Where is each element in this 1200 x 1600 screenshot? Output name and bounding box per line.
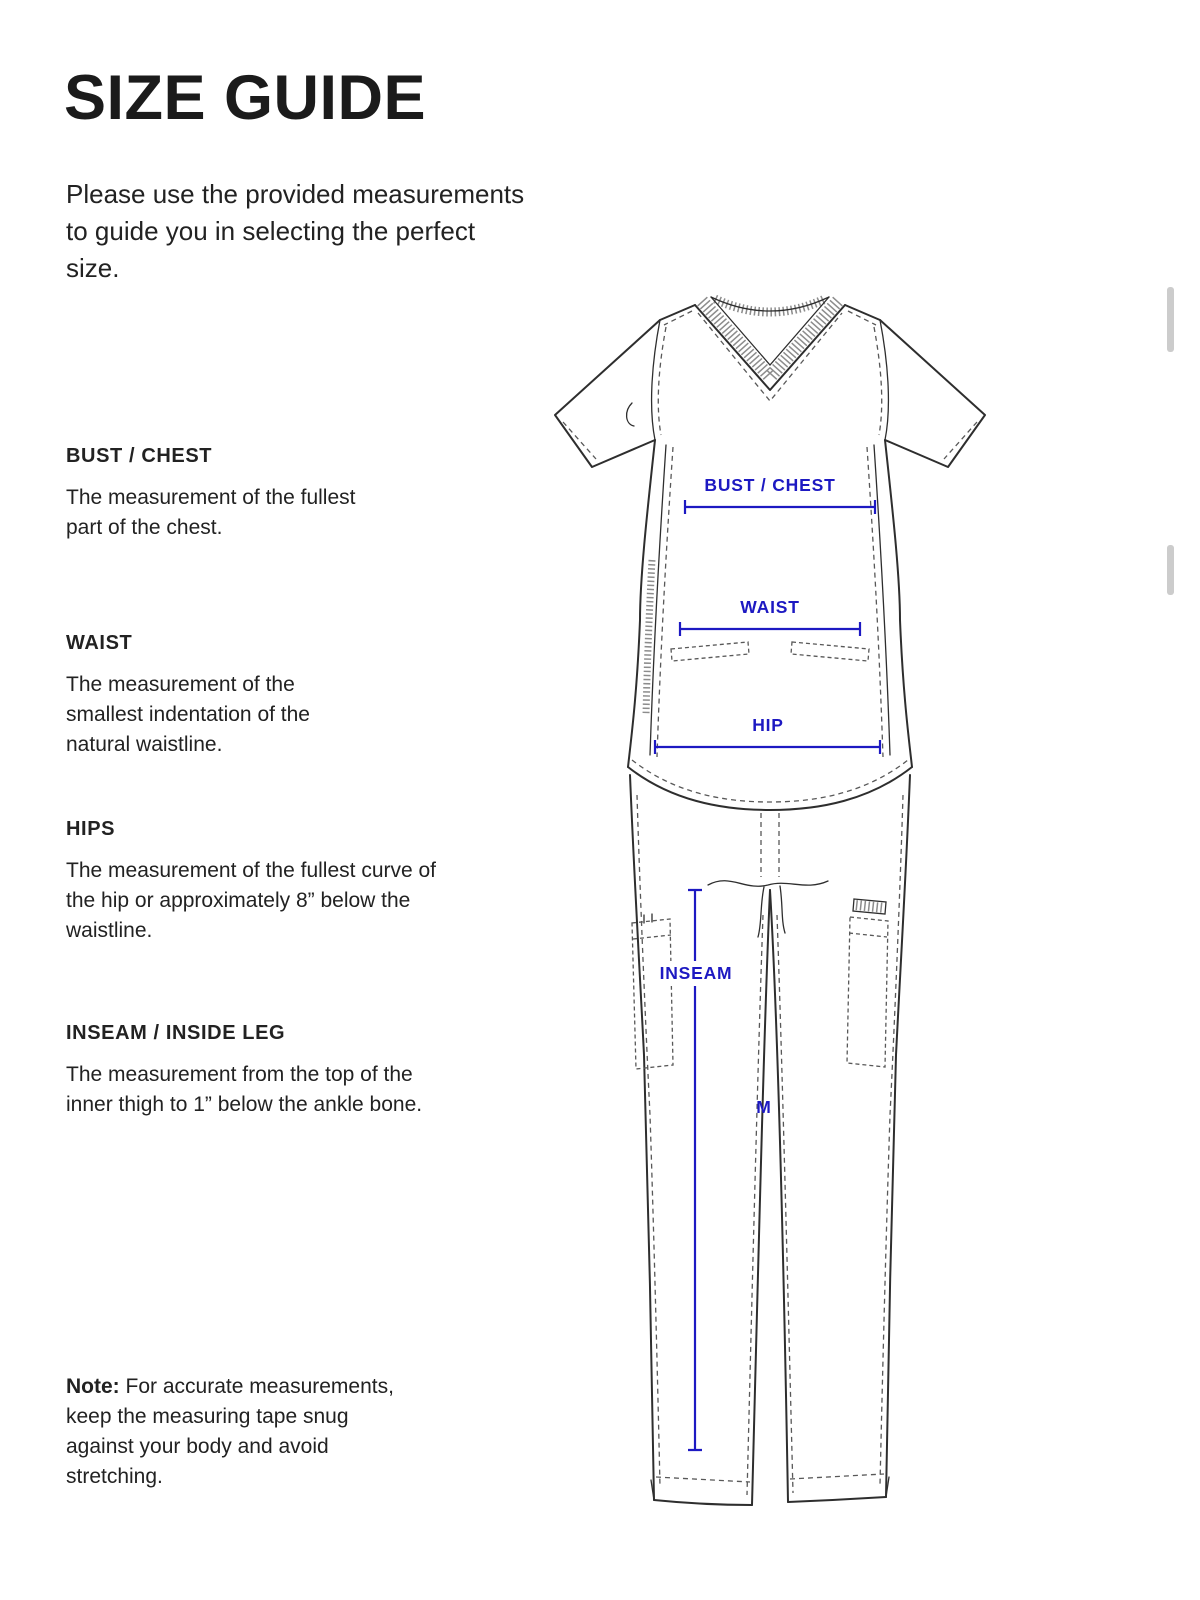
page-title: SIZE GUIDE bbox=[64, 63, 427, 133]
section-body-hips: The measurement of the fullest curve of the hip or approximately 8” below the waistline. bbox=[66, 859, 437, 943]
bust-measure-label: BUST / CHEST bbox=[704, 475, 836, 495]
scrollbar-fragment[interactable] bbox=[1167, 545, 1174, 595]
intro-text: Please use the provided measurements to guide you in selecting the perfect size. bbox=[66, 179, 525, 283]
section-hips bbox=[66, 818, 451, 946]
size-marker-label: M bbox=[756, 1097, 772, 1117]
scrub-pants-illustration bbox=[630, 775, 910, 1505]
section-heading-bust: BUST / CHEST bbox=[66, 445, 213, 467]
note-body: For accurate measurements, keep the measuring tape snug against your body and avoid stretching. bbox=[66, 1375, 394, 1489]
section-heading-hips: HIPS bbox=[66, 818, 116, 840]
scrollbar-fragment[interactable] bbox=[1167, 287, 1174, 352]
section-bust bbox=[66, 445, 366, 543]
section-body-bust: The measurement of the fullest part of the chest. bbox=[66, 486, 356, 540]
note-text bbox=[66, 1372, 401, 1492]
waist-measure-label: WAIST bbox=[740, 597, 800, 617]
section-heading-inseam: INSEAM / INSIDE LEG bbox=[66, 1022, 286, 1044]
section-heading-waist: WAIST bbox=[66, 632, 133, 654]
inseam-measure-label: INSEAM bbox=[659, 963, 733, 983]
hip-measure-label: HIP bbox=[752, 715, 784, 735]
section-body-inseam: The measurement from the top of the inner thigh to 1” below the ankle bone. bbox=[66, 1063, 423, 1117]
section-waist bbox=[66, 632, 376, 760]
section-inseam bbox=[66, 1022, 436, 1120]
note-label: Note: bbox=[66, 1375, 120, 1398]
section-body-waist: The measurement of the smallest indentation of the natural waistline. bbox=[66, 673, 310, 757]
garment-diagram bbox=[540, 275, 1010, 1545]
